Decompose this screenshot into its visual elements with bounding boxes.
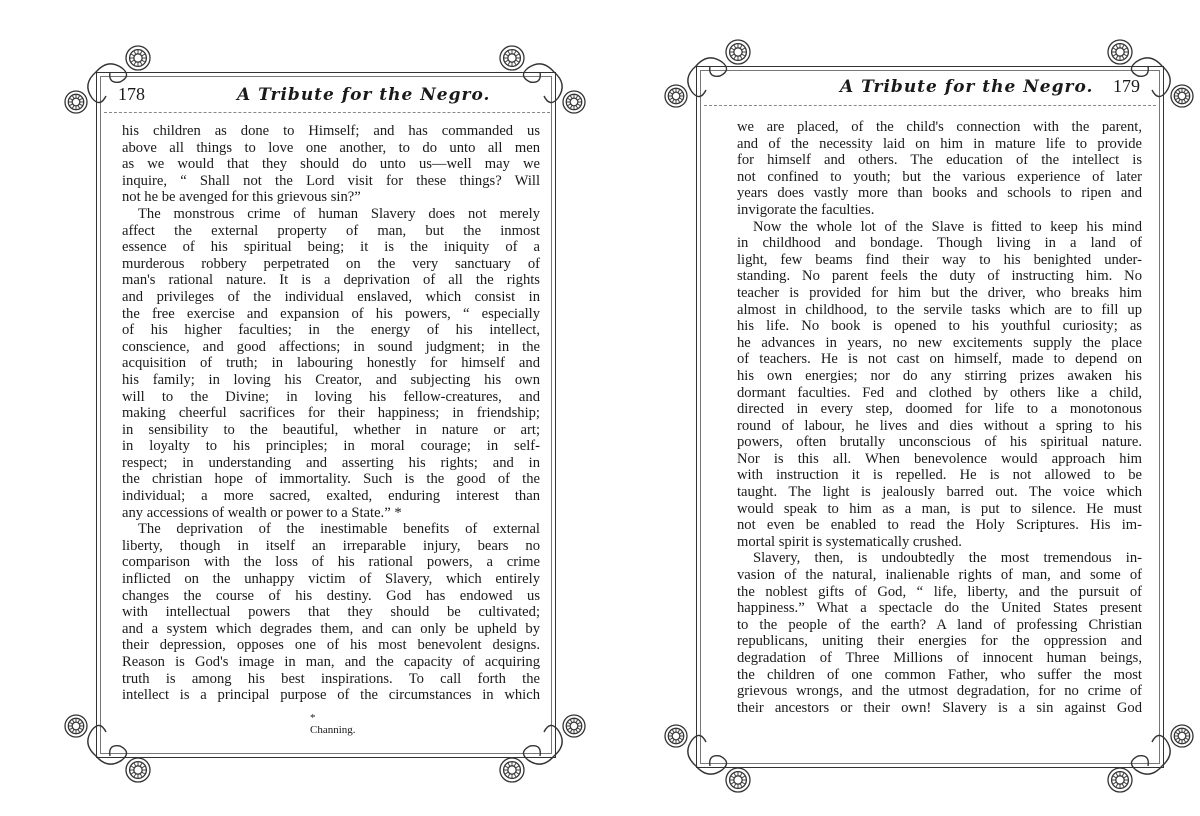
text-line: his own energies; nor do any stirring prizes awaken his <box>737 367 1142 384</box>
running-title: A Tribute for the Negro. <box>840 77 1094 97</box>
running-title: A Tribute for the Negro. <box>237 85 491 105</box>
text-line: with instruction it is repelled. He is not allowed to be <box>737 467 1142 484</box>
text-line: dormant faculties. Fed and clothed by others like a child, <box>737 384 1142 401</box>
text-line: will to the Divine; in loving his fellow-creatures, and <box>122 388 540 405</box>
text-line: we are placed, of the child's connection with the parent, <box>737 119 1142 135</box>
text-line: not even be enabled to read the Holy Scriptures. His im- <box>737 517 1142 534</box>
text-line: affect the external property of man, but the inmost <box>122 222 540 239</box>
text-line: murderous robbery perpetrated on the very sanctuary of <box>122 255 540 272</box>
text-line: and a system which degrades them, and can only be upheld by <box>122 620 540 637</box>
text-line: comparison with the loss of his rational powers, a crime <box>122 554 540 571</box>
text-line: Nor is this all. When benevolence would approach him <box>737 450 1142 467</box>
text-line: grievous wrongs, and the utmost degradation, for no crime of <box>737 683 1142 700</box>
text-line: The deprivation of the inestimable benefits of external <box>138 521 540 538</box>
text-line: his life. No book is opened to his youthful curiosity; as <box>737 318 1142 335</box>
text-line: in loyalty to his principles; in moral courage; in self- <box>122 438 540 455</box>
text-line: the free exercise and expansion of his powers, “ especially <box>122 305 540 322</box>
text-line: republicans, uniting their energies for the oppression and <box>737 633 1142 650</box>
text-line: acquisition of truth; in labouring honestly for himself and <box>122 355 540 372</box>
text-line: years does vastly more than books and schools to ripen and <box>737 185 1142 202</box>
rosette-ornament-icon <box>500 46 524 70</box>
text-line: and privileges of the individual enslaved, which consist in <box>122 288 540 305</box>
running-header <box>840 76 1140 97</box>
text-line: he advances in years, no new excitements supply the place <box>737 334 1142 351</box>
text-line: powers, often brutally unconscious of his spiritual nature. <box>737 434 1142 451</box>
text-line: his family; in loving his Creator, and subjecting his own <box>122 371 540 388</box>
rosette-ornament-icon <box>1108 768 1132 792</box>
rosette-ornament-icon <box>65 91 87 113</box>
text-line: invigorate the faculties. <box>737 201 875 218</box>
text-line: would speak to him as a man, is put to silence. He must <box>737 500 1142 517</box>
rosette-ornament-icon <box>563 91 585 113</box>
text-line: Now the whole lot of the Slave is fitted to keep his mind <box>753 218 1142 235</box>
text-line: inflicted on the unhappy victim of Slavery, which entirely <box>122 571 540 588</box>
rosette-ornament-icon <box>1171 85 1193 107</box>
text-line: liberty, though in itself an irreparable injury, bears no <box>122 537 540 554</box>
text-line: standing. No parent feels the duty of instructing him. No <box>737 268 1142 285</box>
text-line: conscience, and good affections; in sound judgment; in the <box>122 338 540 355</box>
text-line: man's rational nature. It is a deprivation of all the rights <box>122 272 540 289</box>
page-text <box>122 123 540 704</box>
rosette-ornament-icon <box>563 715 585 737</box>
text-line: any accessions of wealth or power to a State.” * <box>122 504 402 521</box>
text-line: changes the course of his destiny. God has endowed us <box>122 587 540 604</box>
text-line: the children of one common Father, who suffer the most <box>737 666 1142 683</box>
text-line: not he be avenged for this grievous sin?” <box>122 189 361 206</box>
text-line: as we would that they should do unto us—well may we <box>122 156 540 173</box>
text-line: not confined to youth; but the various experience of later <box>737 168 1142 185</box>
text-line: their ancestors or their own! Slavery is a sin against God <box>737 699 1142 716</box>
running-header <box>118 84 538 105</box>
header-rule <box>704 101 1156 106</box>
text-line: to the people of the earth? A land of professing Christian <box>737 616 1142 633</box>
rosette-ornament-icon <box>665 725 687 747</box>
rosette-ornament-icon <box>726 768 750 792</box>
text-line: vasion of the natural, inalienable rights of man, and some of <box>737 567 1142 584</box>
text-line: in sensibility to the beautiful, whether in nature or art; <box>122 421 540 438</box>
page-number: 179 <box>1113 76 1140 96</box>
text-line: making cheerful sacrifices for their happiness; in friendship; <box>122 405 540 422</box>
text-line: Slavery, then, is undoubtedly the most tremendous in- <box>753 550 1142 567</box>
text-line: The monstrous crime of human Slavery does not merely <box>138 205 540 222</box>
text-line: for himself and others. The education of the intellect is <box>737 152 1142 169</box>
text-line: the christian hope of immortality. Such is the good of the <box>122 471 540 488</box>
rosette-ornament-icon <box>126 46 150 70</box>
text-line: light, few beams find their way to his benighted under- <box>737 251 1142 268</box>
text-line: happiness.” What a spectacle do the United States present <box>737 600 1142 617</box>
text-line: his children as done to Himself; and has commanded us <box>122 123 540 139</box>
text-line: inquire, “ Shall not the Lord visit for these things? Will <box>122 172 540 189</box>
text-line: in childhood and bondage. Though living in a land of <box>737 235 1142 252</box>
text-line: respect; in understanding and asserting his rights; and in <box>122 454 540 471</box>
text-line: the noblest gifts of God, “ life, liberty, and the pursuit of <box>737 583 1142 600</box>
text-line: their depression, opposes one of his most benevolent designs. <box>122 637 540 654</box>
rosette-ornament-icon <box>65 715 87 737</box>
rosette-ornament-icon <box>1108 40 1132 64</box>
text-line: teacher is provided for him but the driver, who breaks him <box>737 284 1142 301</box>
text-line: taught. The light is jealously barred out. The voice which <box>737 484 1142 501</box>
text-line: with intellectual powers that they should be cultivated; <box>122 604 540 621</box>
text-line: round of labour, he lives and dies without a spring to his <box>737 417 1142 434</box>
text-line: above all things to love one another, to do unto all men <box>122 139 540 156</box>
text-line: directed in every step, doomed for life to a monotonous <box>737 401 1142 418</box>
text-line: intellect is a principal purpose of the circumstances in which <box>122 687 540 704</box>
footnote: * Channing. <box>310 712 356 736</box>
text-line: of teachers. He is not cast on himself, made to depend on <box>737 351 1142 368</box>
rosette-ornament-icon <box>665 85 687 107</box>
text-line: and of the necessity laid on him in mature life to provide <box>737 135 1142 152</box>
header-rule <box>104 108 550 113</box>
page-number: 178 <box>118 84 145 104</box>
text-line: Reason is God's image in man, and the capacity of acquiring <box>122 654 540 670</box>
rosette-ornament-icon <box>1171 725 1193 747</box>
rosette-ornament-icon <box>500 758 524 782</box>
text-line: essence of his spiritual being; it is the iniquity of a <box>122 239 540 256</box>
text-line: almost in childhood, to the servile tasks which are to fill up <box>737 301 1142 318</box>
rosette-ornament-icon <box>726 40 750 64</box>
text-line: of his higher faculties; in the energy of his intellect, <box>122 322 540 339</box>
rosette-ornament-icon <box>126 758 150 782</box>
text-line: degradation of Three Millions of innocent human beings, <box>737 650 1142 666</box>
text-line: truth is among his best inspirations. To call forth the <box>122 670 540 687</box>
text-line: mortal spirit is systematically crushed. <box>737 533 962 550</box>
text-line: individual; a more sacred, exalted, enduring interest than <box>122 488 540 505</box>
page-text <box>737 119 1142 716</box>
